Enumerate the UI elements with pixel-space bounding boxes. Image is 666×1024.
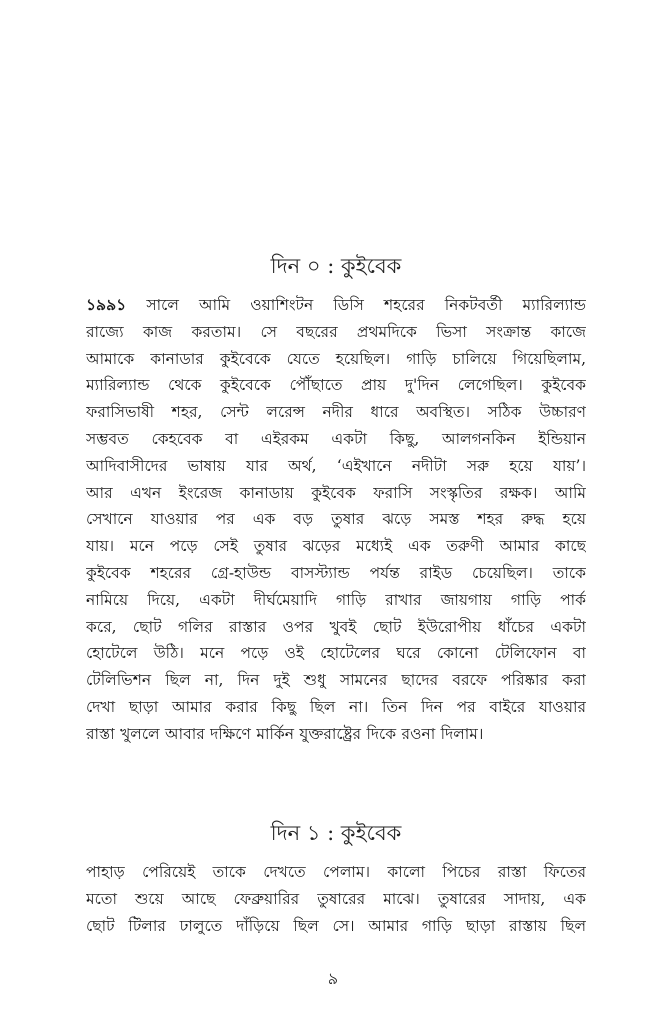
section-heading: দিন ০ : কুইবেক	[270, 254, 402, 278]
paragraph-line: ১৯৯১ সালে আমি ওয়াশিংটন ডিসি শহরের নিকটবর্তী ম্যারিল্যান্ড	[86, 295, 586, 314]
page-number: ৯	[327, 969, 339, 988]
year-text: ১৯৯১	[86, 295, 127, 314]
paragraph-line: ম্যারিল্যান্ড থেকে কুইবেকে পৌঁছাতে প্রায় দু'দিন লেগেছিল। কুইবেক	[86, 376, 586, 395]
paragraph-line: দেখা ছাড়া আমার করার কিছু ছিল না। তিন দিন পর বাইরে যাওয়ার	[86, 697, 586, 716]
paragraph-line: টেলিভিশন ছিল না, দিন দুই শুধু সামনের ছাদের বরফে পরিষ্কার করা	[86, 671, 586, 690]
paragraph-line: নামিয়ে দিয়ে, একটা দীর্ঘমেয়াদি গাড়ি রাখার জায়গায় গাড়ি পার্ক	[86, 590, 586, 609]
section-paragraph	[86, 859, 586, 939]
section-heading: দিন ১ : কুইবেক	[270, 821, 402, 845]
section-day-0	[86, 250, 586, 748]
paragraph-line: হোটেলে উঠি। মনে পড়ে ওই হোটেলের ঘরে কোনো টেলিফোন বা	[86, 644, 586, 663]
paragraph-line: যায়। মনে পড়ে সেই তুষার ঝড়ের মধ্যেই এক তরুণী আমার কাছে	[86, 537, 586, 556]
paragraph-line: কুইবেক শহরের গ্রে-হাউন্ড বাসস্ট্যান্ড পর্যন্ত রাইড চেয়েছিল। তাকে	[86, 563, 586, 582]
paragraph-line: ছোট টিলার ঢালুতে দাঁড়িয়ে ছিল সে। আমার গাড়ি ছাড়া রাস্তায় ছিল	[86, 916, 586, 935]
section-day-1	[86, 817, 586, 939]
paragraph-line: পাহাড় পেরিয়েই তাকে দেখতে পেলাম। কালো পিচের রাস্তা ফিতের	[86, 863, 586, 881]
paragraph-line: মতো শুয়ে আছে ফেব্রুয়ারির তুষারের মাঝে। তুষারের সাদায়, এক	[86, 889, 586, 908]
paragraph-line: সেখানে যাওয়ার পর এক বড় তুষার ঝড়ে সমস্ত শহর রুদ্ধ হয়ে	[86, 510, 586, 529]
paragraph-line: রাস্তা খুললে আবার দক্ষিণে মার্কিন যুক্তরাষ্ট্রের দিকে রওনা দিলাম।	[86, 724, 484, 743]
paragraph-line: ফরাসিভাষী শহর, সেন্ট লরেন্স নদীর ধারে অবস্থিত। সঠিক উচ্চারণ	[86, 403, 586, 422]
paragraph-line: করে, ছোট গলির রাস্তার ওপর খুবই ছোট ইউরোপীয় ধাঁচের একটা	[86, 617, 586, 636]
paragraph-line: সম্ভবত কেহবেক বা এইরকম একটা কিছু, আলগনকিন ইন্ডিয়ান	[86, 429, 586, 448]
paragraph-line: রাজ্যে কাজ করতাম। সে বছরের প্রথমদিকে ভিসা সংক্রান্ত কাজে	[86, 322, 586, 341]
paragraph-line: আদিবাসীদের ভাষায় যার অর্থ, ‘এইখানে নদীটা সরু হয়ে যায়’।	[86, 456, 586, 475]
section-paragraph	[86, 292, 586, 748]
paragraph-line: আমাকে কানাডার কুইবেকে যেতে হয়েছিল। গাড়ি চালিয়ে গিয়েছিলাম,	[86, 349, 586, 368]
paragraph-line: আর এখন ইংরেজ কানাডায় কুইবেক ফরাসি সংস্কৃতির রক্ষক। আমি	[86, 483, 586, 502]
